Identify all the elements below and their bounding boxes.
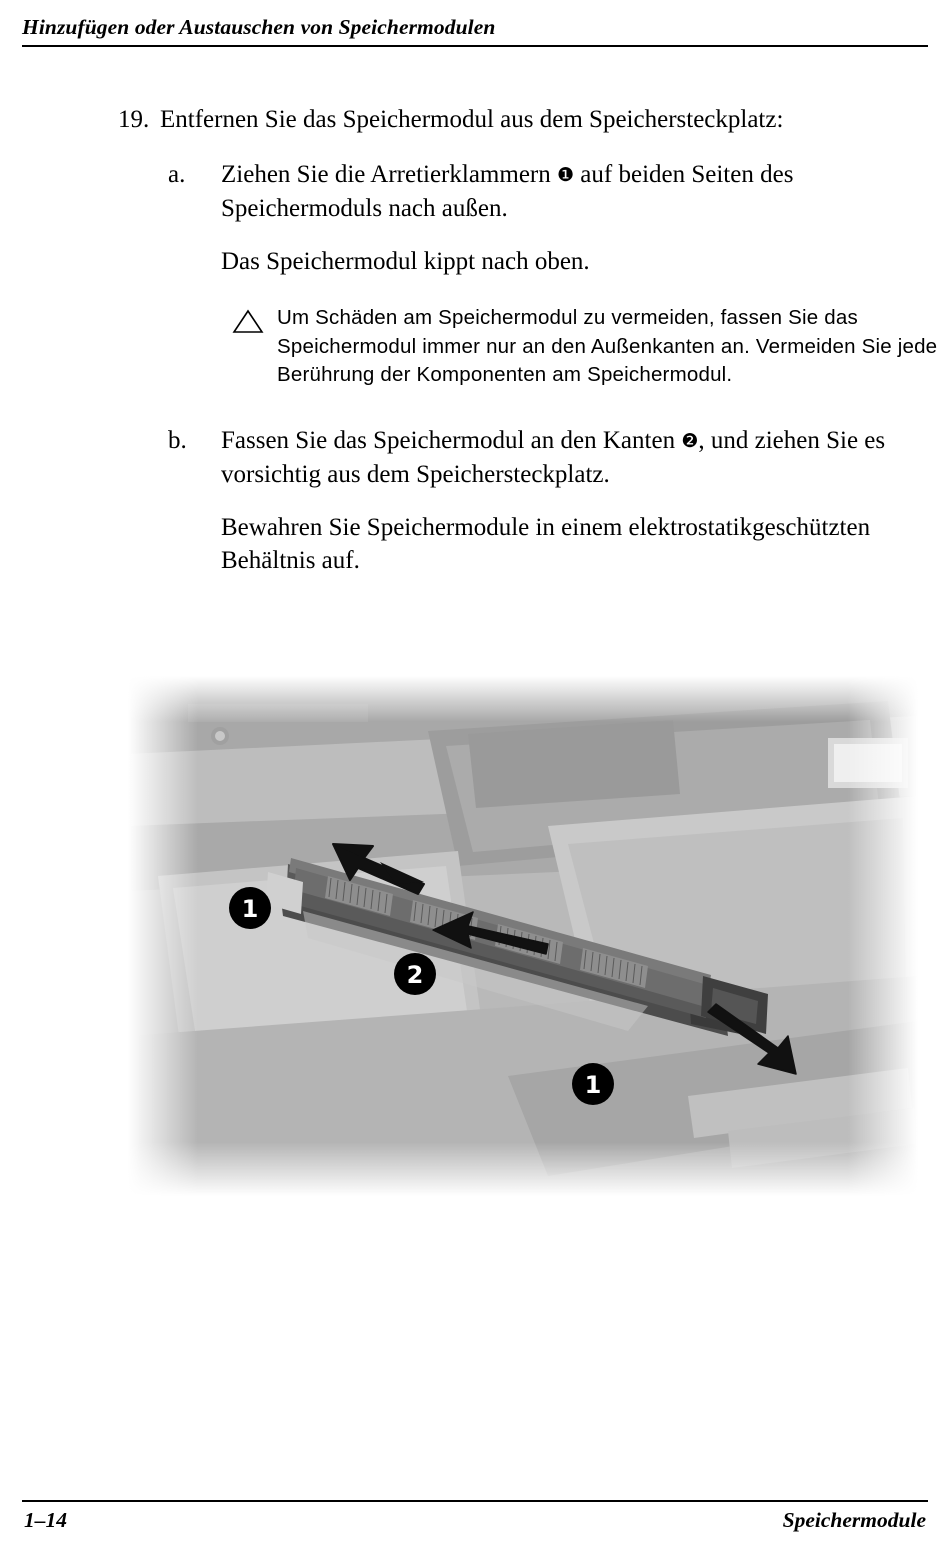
step-number: 19. bbox=[118, 106, 150, 133]
substep-b-body bbox=[221, 424, 938, 577]
figure-illustration bbox=[128, 676, 918, 1196]
warning-triangle-icon bbox=[232, 308, 266, 334]
caution-note-text: Um Schäden am Speichermodul zu vermeiden, fassen Sie das Speichermodul immer nur an den Außenkanten an. Vermeiden Sie jede Berührung der Komponenten am Speichermodul. bbox=[277, 306, 938, 386]
substep-a-body bbox=[221, 158, 938, 278]
substep-b bbox=[118, 424, 938, 577]
substep-a-text-part1: Ziehen Sie die Arretierklammern bbox=[221, 161, 557, 188]
header-divider bbox=[22, 45, 928, 47]
footer-section-title: Speichermodule bbox=[782, 1508, 926, 1532]
step-19 bbox=[118, 104, 938, 136]
step-text: Entfernen Sie das Speichermodul aus dem Speichersteckplatz: bbox=[160, 106, 784, 133]
substep-b-text-part1: Fassen Sie das Speichermodul an den Kanten bbox=[221, 426, 682, 454]
substep-b-label: b. bbox=[168, 426, 187, 454]
page-header bbox=[22, 14, 928, 50]
callout-reference-1: ❶ bbox=[557, 164, 575, 186]
substep-b-text-part2: , und ziehen Sie es vorsichtig aus dem Speichersteckplatz. bbox=[221, 426, 886, 488]
svg-text:1: 1 bbox=[241, 895, 259, 923]
svg-text:2: 2 bbox=[406, 961, 424, 989]
header-title: Hinzufügen oder Austauschen von Speichermodulen bbox=[22, 15, 496, 39]
substep-a-followup: Das Speichermodul kippt nach oben. bbox=[221, 248, 590, 275]
callout-bullet-1b bbox=[572, 1063, 614, 1105]
substep-b-followup: Bewahren Sie Speichermodule in einem elektrostatikgeschützten Behältnis auf. bbox=[221, 513, 871, 574]
page-number: 1–14 bbox=[24, 1508, 67, 1532]
substep-a bbox=[118, 158, 938, 278]
substep-a-text-part2: auf beiden Seiten des Speichermoduls nach außen. bbox=[221, 161, 794, 222]
substep-a-label: a. bbox=[168, 161, 186, 188]
caution-note bbox=[225, 304, 950, 390]
page-footer bbox=[22, 1500, 928, 1544]
callout-reference-2: ❷ bbox=[681, 429, 699, 452]
memory-module-removal-figure bbox=[128, 676, 918, 1196]
callout-bullet-1a bbox=[229, 887, 271, 929]
svg-text:1: 1 bbox=[584, 1071, 602, 1099]
footer-divider bbox=[22, 1500, 928, 1502]
page-content bbox=[118, 104, 938, 577]
callout-bullet-2 bbox=[394, 953, 436, 995]
